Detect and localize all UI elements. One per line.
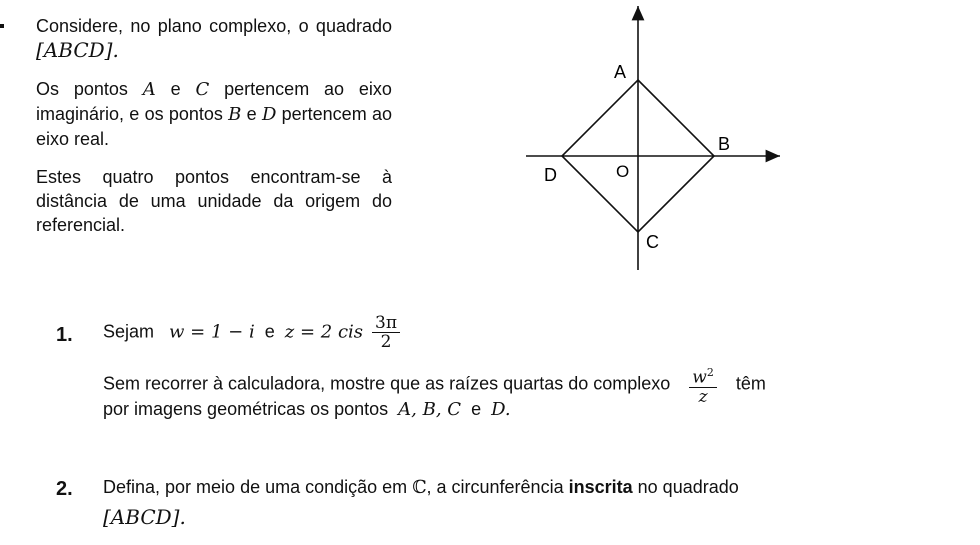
label-C: C (646, 232, 659, 252)
label-B: B (718, 134, 731, 154)
intro-paragraph-3: Estes quatro pontos encontram-se à distância de uma unidade da origem do referencial. (36, 167, 392, 235)
question-1-number: 1. (56, 324, 73, 346)
intro-p1-math: [ABCD]. (36, 38, 119, 62)
label-A: A (614, 62, 627, 82)
q1-w-definition: w = 1 − i (169, 321, 255, 343)
intro-text (36, 14, 392, 251)
q1-frac-den: 2 (380, 332, 392, 352)
q1-z-definition: z = 2 cis (284, 321, 364, 343)
q2-line-2-square: [ABCD]. (103, 505, 186, 529)
q1-exp-2: 2 (706, 366, 714, 379)
intro-p2-c: pertencem ao eixo real. (36, 104, 392, 149)
q1-line-2-end: têm (735, 373, 766, 394)
bullet-mark (0, 24, 4, 28)
question-2-number: 2. (56, 478, 73, 500)
q1-line-2-text: Sem recorrer à calculadora, mostre que as raízes quartas do complexo (103, 373, 671, 394)
complex-plane-figure (522, 0, 792, 275)
q2-line-1-c: no quadrado (637, 477, 739, 497)
intro-paragraph-1 (36, 14, 392, 63)
q1-line-3-text: por imagens geométricas os pontos (103, 399, 389, 419)
q1-line-3-e: e (471, 399, 482, 419)
q1-w: w (692, 367, 707, 388)
intro-p1-text: Considere, no plano complexo, o quadrado (36, 16, 392, 36)
label-O: O (616, 162, 630, 181)
q2-complex-set-symbol: ℂ (412, 477, 427, 498)
q1-fraction-3pi-2 (372, 314, 400, 351)
intro-p2-e: e (170, 79, 181, 99)
q1-sejam: Sejam (103, 321, 155, 342)
intro-paragraph-2 (36, 77, 392, 151)
q2-bold-inscrita: inscrita (568, 477, 633, 497)
label-D: D (544, 165, 557, 185)
q1-w2-numerator (689, 364, 717, 388)
intro-p2-B: B (228, 104, 242, 125)
intro-p2-b: pertencem ao eixo imaginário, e os pontos (36, 79, 392, 124)
q1-points: A, B, C (398, 399, 462, 420)
question-1-line-1 (103, 314, 404, 351)
q1-point-D: D. (491, 399, 511, 420)
q1-z-denominator: z (698, 386, 708, 407)
q1-conjunction: e (264, 321, 275, 342)
intro-p2-D: D (261, 104, 277, 125)
intro-p2-C: C (195, 79, 210, 100)
intro-p2-e2: e (246, 104, 257, 124)
q2-line-1-b: , a circunferência (426, 477, 564, 497)
question-1-line-3 (103, 396, 511, 423)
question-2-line-1 (103, 474, 739, 501)
intro-p2-a: Os pontos (36, 79, 128, 99)
q1-fraction-w2-z (689, 364, 717, 406)
q1-frac-num: 3π (372, 314, 400, 333)
q2-line-1-a: Defina, por meio de uma condição em (103, 477, 408, 497)
intro-p2-A: A (142, 79, 156, 100)
